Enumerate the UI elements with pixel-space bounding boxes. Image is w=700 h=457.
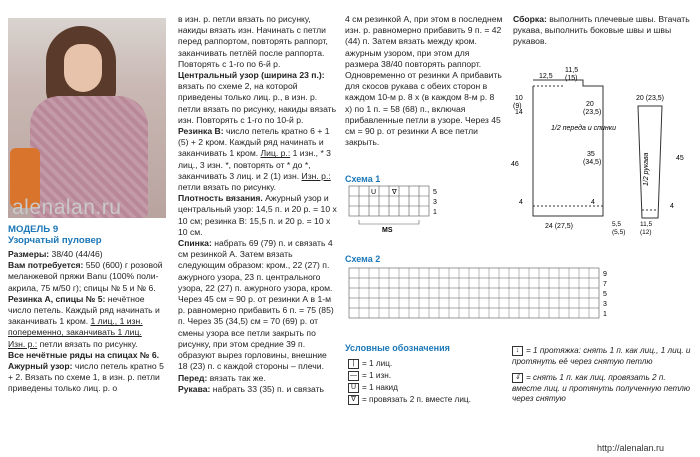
schema1-row-1: 1 xyxy=(433,209,437,216)
schema2-row-7: 7 xyxy=(603,281,607,288)
sizes-value: 38/40 (44/46) xyxy=(51,249,103,259)
assembly xyxy=(513,14,693,48)
legend-text: = 1 накид xyxy=(362,383,398,392)
sleeve-outline xyxy=(638,106,662,218)
lace-continuation: в изн. р. петли вязать по рисунку, накиды вязать изн. Начинать с петли перед раппортом, повторять раппорт, заканчивать петлёй после раппорта. Повторять с 1-го по 6-й р. xyxy=(178,14,328,69)
central-label: Центральный узор (ширина 23 п.): xyxy=(178,70,325,81)
legend-text: = 1 изн. xyxy=(362,371,392,380)
rib-b-value2: * 3 лиц., 3 изн. *, повторять от * до *, заканчивать 3 лиц. и 2 (1) изн. xyxy=(178,148,331,181)
sleeve-bottom-w2: (5,5) xyxy=(612,229,626,236)
schema2-row-1: 1 xyxy=(603,311,607,318)
schema2-row-9: 9 xyxy=(603,271,607,278)
schema1-row-3: 3 xyxy=(433,199,437,206)
column-3 xyxy=(345,14,503,148)
bottom-h: 4 xyxy=(519,199,523,206)
left-total: 46 xyxy=(511,161,519,168)
lace-value: число петель кратно 5 + 2. Вязать по схеме 1, в изн. р. петли приведены только лиц. р. о xyxy=(8,361,164,394)
column-1 xyxy=(8,224,168,395)
assembly-label: Сборка: xyxy=(513,14,547,24)
rib-b-label: Резинка В: xyxy=(178,126,224,137)
sizes-label: Размеры: xyxy=(8,249,50,259)
legend-text: = провязать 2 п. вместе лиц. xyxy=(362,395,471,404)
legend-left xyxy=(348,358,518,406)
right-mid2: (34,5) xyxy=(583,159,602,166)
photo-face xyxy=(64,44,102,92)
top-right-dim-2: (15) xyxy=(565,75,578,82)
legend-item xyxy=(348,370,518,382)
knit-symbol-icon: | xyxy=(348,359,359,369)
schema1-k2tog: ∇ xyxy=(392,189,397,196)
right-bottom: 4 xyxy=(591,199,595,206)
rib-b-izn-value: петли вязать по рисунку. xyxy=(178,182,276,193)
materials-label: Вам потребуется: xyxy=(8,260,84,271)
rib-a-izn-value: петли вязать по рисунку. xyxy=(39,338,138,349)
sleeve-continuation: 4 см резинкой А, при этом в последнем изн. р. равномерно прибавить 9 п. = 42 (44) п. Затем вязать между кром. ажурным узором, при этом для размера 38/40 повторять раппорт. Одновременно от резинки А прибавить для скосов рукава с обеих сторон в каждом 10-м р. 8 х (в каждом 8-м р. 8 х) по 1 п. = 58 (68) п., включая прибавленные петли в узоре. Через 45 см = 90 р. от резинки А все петли закрыть. xyxy=(345,14,503,148)
legend-item xyxy=(348,382,518,394)
central-value: вязать по схеме 2, на которой приведены только лиц. р., в изн. р. петли вязать по рисунку, накиды вязать изн. Повторять с 1-го по 10-й р. xyxy=(178,81,337,125)
legend-text: = 1 протяжка: снять 1 п. как лиц., 1 лиц. и протянуть её через снятую петлю xyxy=(512,346,691,366)
rapport-bracket xyxy=(359,220,419,224)
materials-value: 550 (600) г розовой меланжевой пряжи Banu (100% поли-акрила, 75 м/50 г); спицы № 5 и № 6. xyxy=(8,260,163,293)
density-value: Ажурный узор и центральный узор: 14,5 п. и 20 р. = 10 х 10 см; резинка В: 15,5 п. и 20 р. = 10 х 10 см. xyxy=(178,193,337,237)
yarn-over-symbol-icon: U xyxy=(348,383,359,393)
neck-width: 14 xyxy=(515,109,523,116)
rib-b-izn-label: Изн. р.: xyxy=(301,170,331,181)
back-label: Спинка: xyxy=(178,238,212,249)
schema2-row-5: 5 xyxy=(603,291,607,298)
back-value: набрать 69 (79) п. и связать 4 см резинкой А. Затем вязать следующим образом: кром., 22 (27) п. ажурного узора, 23 п. центрального узора, 22 (27) п. ажурного узора, кром. Через 45 см = 90 р. от резинки А в 1-м р. равномерно прибавить 6 п. = 75 (85) п. Через 35 (34,5) см = 70 (69) р. от смены узора все петли закрыть по рисунку, при этом средние 39 п. образуют вырез горловины, внешние 18 (23) п. с каждой стороны – плечи. xyxy=(178,238,334,372)
odd-rows-note: Все нечётные ряды на спицах № 6. xyxy=(8,349,159,360)
schema2-row-3: 3 xyxy=(603,301,607,308)
schema2-grid xyxy=(345,266,615,326)
sleeve-top: 20 (23,5) xyxy=(636,95,665,102)
sleeve-label: 1/2 рукава xyxy=(643,152,650,186)
sleeve-schematic xyxy=(610,90,698,240)
bottom-width: 24 (27,5) xyxy=(545,223,574,230)
model-photo xyxy=(8,18,166,218)
legend-item xyxy=(348,358,518,370)
legend-right xyxy=(512,346,692,405)
rib-a-value: нечётное число петель. Каждый ряд начинать и заканчивать 1 кром. xyxy=(8,293,160,327)
legend-title: Условные обозначения xyxy=(345,343,450,353)
legend-item xyxy=(348,394,518,406)
legend-text: = снять 1 п. как лиц. провязать 2 п. вместе лиц. и протянуть полученную петлю через снятую xyxy=(512,373,691,404)
legend-text: = 1 лиц. xyxy=(362,359,393,368)
right-h2: (23,5) xyxy=(583,109,602,116)
rib-b-lic-value: 1 изн., xyxy=(292,148,319,159)
right-mid1: 35 xyxy=(587,151,595,158)
rib-a-izn-label: Изн. р.: xyxy=(8,338,38,349)
lace-label: Ажурный узор: xyxy=(8,361,73,372)
top-left-dim: 12,5 xyxy=(539,73,553,80)
purl-symbol-icon: — xyxy=(350,371,357,379)
schema1-rapport: MS xyxy=(382,227,393,234)
schema2-title: Схема 2 xyxy=(345,254,381,264)
body-schematic xyxy=(505,66,626,236)
rib-a-value2: 1 лиц., 1 изн. попеременно, заканчивать 1 лиц. xyxy=(8,316,143,338)
model-subtitle: Узорчатый пуловер xyxy=(8,235,102,246)
schema2-columns xyxy=(359,268,589,318)
sk2p-symbol-icon: ⇓ xyxy=(512,373,523,383)
skp-symbol-icon: ↓ xyxy=(512,346,523,356)
front-value: вязать так же. xyxy=(209,372,266,383)
k2tog-symbol-icon: ∇ xyxy=(348,395,359,405)
sleeve-bottom-w3: 11,5 xyxy=(640,221,653,228)
schema1-row-5: 5 xyxy=(433,189,437,196)
sleeve-height: 45 xyxy=(676,155,684,162)
schema1-title: Схема 1 xyxy=(345,174,381,184)
sleeve-bottom-h: 4 xyxy=(670,203,674,210)
left-h2: (9) xyxy=(513,103,522,110)
sleeve-bottom-w4: (12) xyxy=(640,229,652,236)
right-h1: 20 xyxy=(586,101,594,108)
schema1-yo: U xyxy=(371,189,377,196)
column-2 xyxy=(178,14,338,395)
assembly-value: выполнить плечевые швы. Втачать рукава, выполнить боковые швы и швы рукавов. xyxy=(513,14,690,47)
sleeve-bottom-w1: 5,5 xyxy=(612,221,622,228)
schema2-border xyxy=(349,268,599,318)
legend-item xyxy=(512,346,692,367)
rib-a-label: Резинка А, спицы № 5: xyxy=(8,293,106,304)
footer-url: http://alenalan.ru xyxy=(597,443,665,453)
sleeve-value: набрать 33 (35) п. и связать xyxy=(212,383,325,394)
sleeve-label: Рукава: xyxy=(178,383,211,394)
watermark: alenalan.ru xyxy=(12,196,122,219)
rib-b-value: число петель кратно 6 + 1 (5) + 2 кром. Каждый ряд начинать и заканчивать 1 кром. xyxy=(178,126,330,159)
left-h1: 10 xyxy=(515,95,523,102)
body-label: 1/2 переда и спинки xyxy=(551,125,616,132)
legend-item xyxy=(512,373,692,405)
rib-b-lic-label: Лиц. р.: xyxy=(260,148,291,159)
schema1-grid xyxy=(345,184,445,234)
density-label: Плотность вязания. xyxy=(178,193,263,204)
front-label: Перед: xyxy=(178,372,208,383)
top-right-dim: 11,5 xyxy=(565,67,579,74)
model-title: МОДЕЛЬ 9 xyxy=(8,224,59,235)
